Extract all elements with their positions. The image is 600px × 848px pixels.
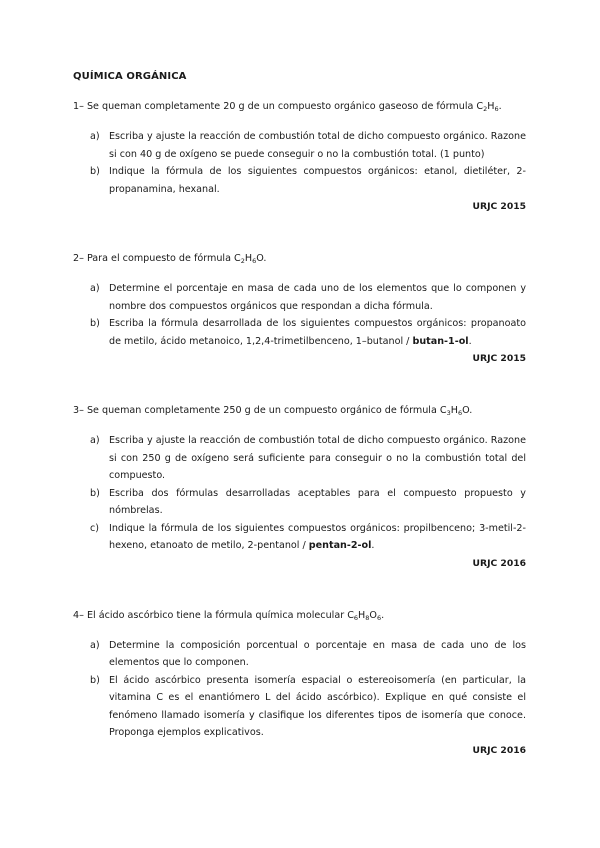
item-letter: a) [90, 131, 100, 142]
question-2-stem [73, 252, 526, 266]
item-text: Indique la fórmula de los siguientes compuestos orgánicos: etanol, dietiléter, 2-propanamina, hexanal. [109, 166, 526, 195]
question-2-items [73, 280, 526, 350]
item-text: Determine la composición porcentual o porcentaje en masa de cada uno de los elementos que lo componen. [109, 639, 526, 668]
formula-subscript: 6 [252, 257, 257, 265]
bold-compound-name: pentan-2-ol [308, 540, 372, 551]
formula-subscript: 2 [483, 105, 488, 113]
question-2 [73, 252, 526, 366]
question-4-stem [73, 609, 526, 623]
formula-element: O [369, 609, 377, 621]
formula-end: . [381, 609, 385, 621]
formula-subscript: 6 [457, 409, 463, 417]
question-3 [73, 404, 526, 571]
list-item [73, 637, 526, 672]
item-text: Determine el porcentaje en masa de cada uno de los elementos que lo componen y nombre dos compuestos orgánicos que respondan a dicha fórmula. [109, 283, 526, 312]
item-text: Indique la fórmula de los siguientes compuestos orgánicos: propilbenceno; 3-metil-2-hexeno, etanoato de metilo, 2-pentanol / [109, 522, 526, 551]
list-item [73, 485, 526, 520]
formula-element: H [244, 253, 253, 264]
list-item [73, 280, 526, 315]
formula-subscript: 6 [353, 613, 359, 622]
item-text: Escriba y ajuste la reacción de combustión total de dicho compuesto orgánico. Razone si con 40 g de oxígeno se puede conseguir o no la combustión total. (1 punto) [109, 131, 526, 160]
list-item [73, 672, 526, 742]
item-text-end: . [371, 540, 375, 551]
item-text: Escriba y ajuste la reacción de combustión total de dicho compuesto orgánico. Razone si con 250 g de oxígeno será suficiente para conseguir o no la combustión total del compuesto. [109, 435, 526, 481]
formula-subscript: 6 [376, 613, 382, 622]
list-item [73, 128, 526, 163]
question-4 [73, 609, 526, 758]
document-title: QUÍMICA ORGÁNICA [73, 71, 187, 82]
question-1-stem-text: 1– Se queman completamente 20 g de un compuesto orgánico gaseoso de fórmula C [73, 101, 484, 112]
formula-element: H [358, 609, 366, 621]
list-item [73, 432, 526, 485]
question-3-stem-text: 3– Se queman completamente 250 g de un compuesto orgánico de fórmula C [73, 405, 447, 416]
formula-element: H [450, 405, 458, 416]
source-label: URJC 2016 [472, 557, 526, 569]
formula-subscript: 6 [494, 105, 499, 113]
item-letter: c) [90, 522, 100, 534]
formula-subscript: 3 [446, 409, 451, 417]
question-4-items [73, 637, 526, 742]
item-text: Escriba la fórmula desarrollada de los siguientes compuestos orgánicos: propanoato de metilo, ácido metanoico, 1,2,4-trimetilbenceno, 1–butanol / [109, 318, 526, 347]
item-letter: b) [90, 674, 100, 686]
item-letter: b) [90, 487, 100, 499]
list-item [73, 315, 526, 350]
question-1-items [73, 128, 526, 198]
formula-subscript: 8 [365, 613, 370, 622]
item-letter: a) [90, 283, 100, 294]
source-label: URJC 2015 [472, 201, 526, 212]
formula-end: O. [462, 405, 473, 416]
formula-end: . [498, 101, 502, 112]
item-letter: b) [90, 318, 100, 329]
formula-subscript: 2 [240, 257, 245, 265]
question-4-stem-text: 4– El ácido ascórbico tiene la fórmula química molecular C [73, 609, 354, 621]
formula-end: O. [256, 253, 267, 264]
question-3-stem [73, 404, 526, 418]
formula-element: H [487, 101, 495, 112]
bold-compound-name: butan-1-ol [412, 335, 469, 347]
item-text: Escriba dos fórmulas desarrolladas aceptables para el compuesto propuesto y nómbrelas. [109, 487, 526, 516]
item-letter: a) [90, 639, 100, 651]
question-1-stem [73, 100, 526, 114]
item-text-end: . [468, 335, 472, 347]
item-text: El ácido ascórbico presenta isomería espacial o estereoisomería (en particular, la vitamina C es el enantiómero L del ácido ascórbico). Explique en qué consiste el fenómeno llamado isomería y clasifique los diferentes tipos de isomería que conoce. Proponga ejemplos explicativos. [109, 674, 526, 738]
question-2-stem-text: 2– Para el compuesto de fórmula C [73, 253, 241, 264]
item-letter: b) [90, 166, 100, 177]
question-3-items [73, 432, 526, 555]
question-1 [73, 100, 526, 214]
list-item [73, 520, 526, 555]
source-label: URJC 2016 [472, 744, 526, 756]
item-letter: a) [90, 435, 100, 446]
list-item [73, 163, 526, 198]
source-label: URJC 2015 [472, 353, 526, 364]
